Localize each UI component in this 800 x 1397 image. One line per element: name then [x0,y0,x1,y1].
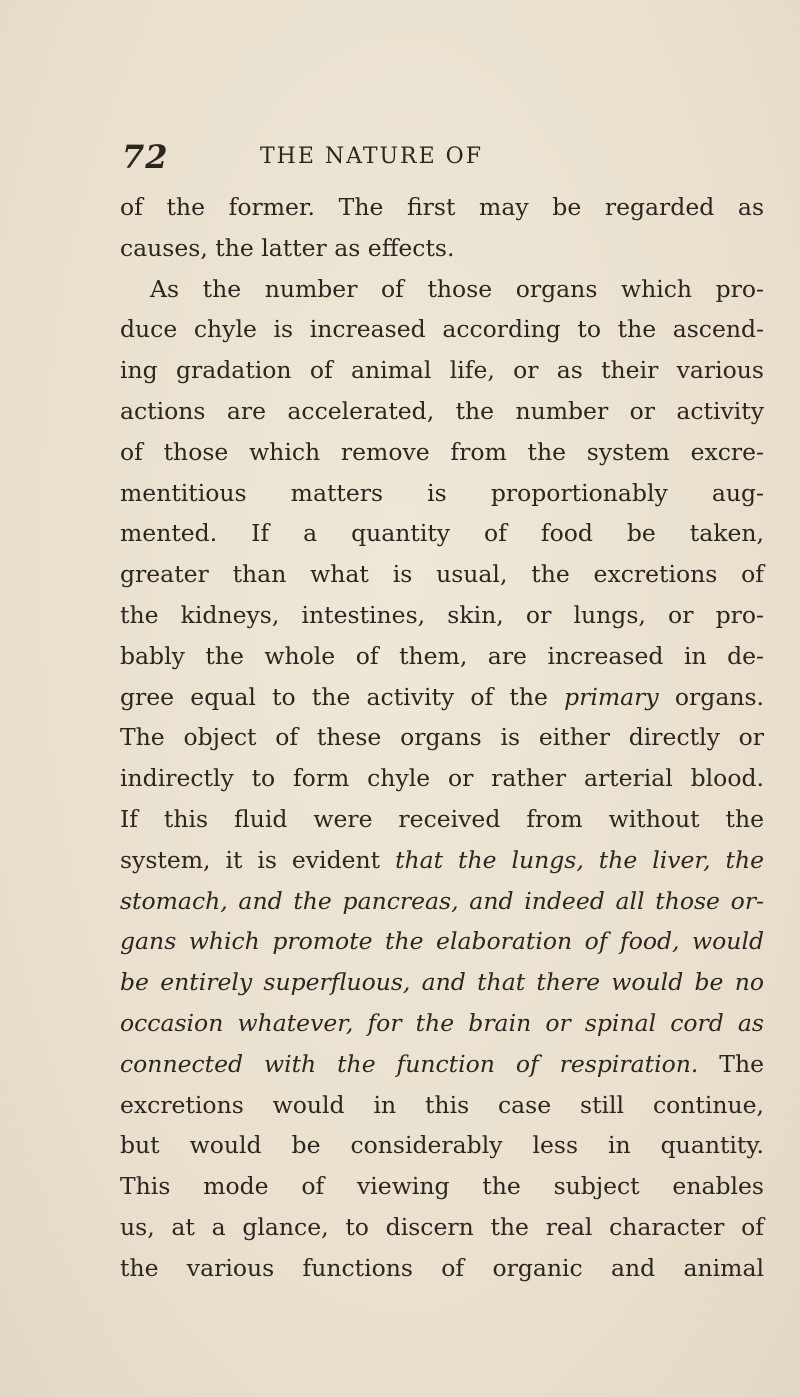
text-line: be entirely superfluous, and that there would be no [120,968,764,997]
text-line: of those which remove from the system excre- [120,437,764,466]
text-line: This mode of viewing the subject enables [120,1172,764,1201]
text-line: the kidneys, intestines, skin, or lungs, or pro- [120,600,764,629]
text-line: excretions would in this case still continue, [120,1090,764,1119]
text-line: If this fluid were received from without the [120,804,764,833]
page-header [122,138,762,178]
text-line: greater than what is usual, the excretions of [120,560,764,589]
text-line: the various functions of organic and animal [120,1253,764,1282]
text-line: As the number of those organs which pro- [150,274,764,303]
page-number: 72 [122,138,169,176]
text-line: system, it is evident that the lungs, the liver, the [120,845,764,874]
text-line: mented. If a quantity of food be taken, [120,519,764,548]
text-line: indirectly to form chyle or rather arterial blood. [120,764,764,793]
text-line: gans which promote the elaboration of food, would [120,927,764,956]
text-line: causes, the latter as effects. [120,233,455,262]
running-head: THE NATURE OF [260,144,483,169]
text-line: but would be considerably less in quantity. [120,1131,764,1160]
text-line: us, at a glance, to discern the real character of [120,1212,764,1241]
text-line: actions are accelerated, the number or activity [120,396,764,425]
text-line: connected with the function of respiration. The [120,1049,764,1078]
text-line: of the former. The first may be regarded as [120,193,764,221]
text-line: ing gradation of animal life, or as their various [120,356,764,385]
text-line: gree equal to the activity of the primary organs. [120,682,764,711]
text-line: The object of these organs is either directly or [120,723,764,752]
text-line: mentitious matters is proportionably aug- [120,478,764,507]
text-line: bably the whole of them, are increased in de- [120,641,764,670]
body-text [120,187,764,1289]
text-line: duce chyle is increased according to the ascend- [120,315,764,344]
text-line: stomach, and the pancreas, and indeed all those or- [120,886,764,915]
text-line: occasion whatever, for the brain or spinal cord as [120,1008,764,1037]
